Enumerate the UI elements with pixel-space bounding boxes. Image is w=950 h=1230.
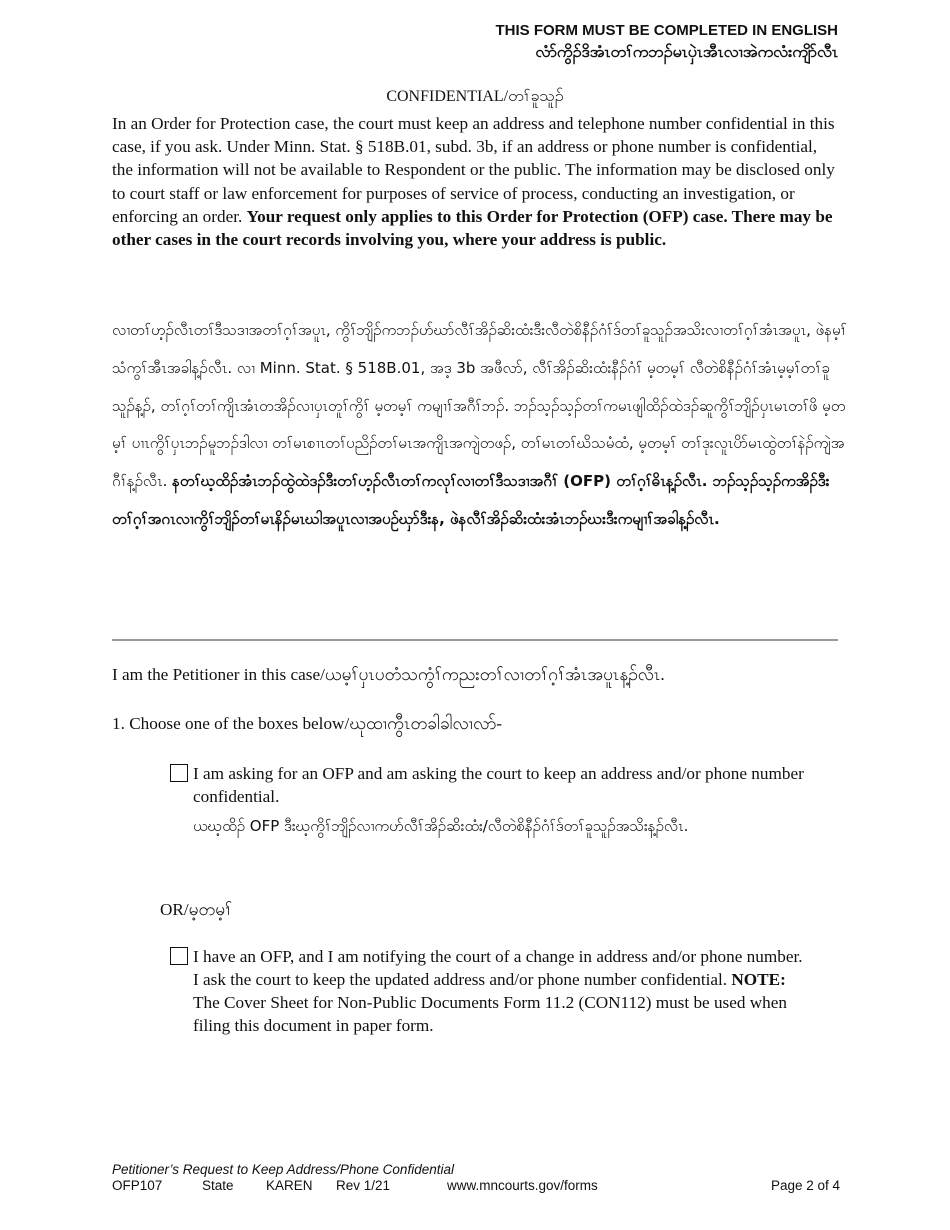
footer-title: Petitioner’s Request to Keep Address/Phone Confidential	[112, 1162, 454, 1177]
option-2-note-text: The Cover Sheet for Non-Public Documents Form 11.2 (CON112) must be used when filing this document in paper form.	[193, 993, 787, 1035]
form-header	[495, 22, 838, 65]
confidential-label: CONFIDENTIAL/တၢ်ခူသူၣ်	[386, 88, 564, 105]
intro-bold-text: Your request only applies to this Order for Protection (OFP) case. There may be other cases in the court records involving you, where your address is public.	[112, 206, 833, 250]
question-1: 1. Choose one of the boxes below/ဃုထၢကွီၤတခါခါလၢလာ်-	[112, 714, 503, 733]
option-1	[170, 762, 810, 844]
option-1-karen-text: ယဃ့ထိၣ် OFP ဒီးဃ့ကွိၢ်ဘျိၣ်လၢကဟ်လီၢ်အိၣ်ဆိးထံး/လီတဲစိနီၣ်ဂံၢ်ဒ်တၢ်ခူသူၣ်အသိးန့ၣ်လီၤ.	[193, 817, 689, 835]
petitioner-statement: I am the Petitioner in this case/ယမ့ၢ်ပှၤပတံသကွံၢ်ကညးတၢ်လၢတၢ်ဂ့ၢ်အံၤအပူၤန့ၣ်လီၤ.	[112, 665, 665, 684]
section-divider	[112, 639, 838, 641]
footer-page-number: Page 2 of 4	[770, 1178, 840, 1193]
footer-revision: Rev 1/21	[336, 1178, 391, 1193]
karen-notice: လံာ်ကွိၣ်ဒိအံၤတၢ်ကဘၣ်မၤပှဲၤအီၤလၢအဲကလံးကျိာ်လီၤ	[535, 42, 838, 61]
footer-language: KAREN	[266, 1178, 313, 1193]
or-label: OR/မ့တမ့ၢ်	[160, 900, 233, 919]
option-2	[170, 945, 810, 1037]
english-notice: THIS FORM MUST BE COMPLETED IN ENGLISH	[495, 22, 838, 39]
karen-intro-text: လၢတၢ်ဟ့ၣ်လီၤတၢ်ဒီသဒၢအတၢ်ဂ့ၢ်အပူၤ, ကွိၢ်ဘျိၣ်ကဘၣ်ဟ်ဃာ်လီၢ်အိၣ်ဆိးထံးဒီးလီတဲစိနီၣ်ဂံၢ်ဒ်တၢ်ခူသူၣ်အသိးလၢတၢ်ဂ့ၢ်အံၤအပူၤ, ဖဲနမ့ၢ်သံကွၢ်အီၤအခါန့ၣ်လီၤ. လၢ Minn. Stat. § 518B.01, အဒ့ 3b အဖီလာ်, လီၢ်အိၣ်ဆိးထံးနီၣ်ဂံၢ် မ့တမ့ၢ် လီတဲစိနီၣ်ဂံၢ်အံၤမ့မ့ၢ်တၢ်ခူသူၣ်န့ၣ်, တၢ်ဂ့ၢ်တၢ်ကျိၤအံၤတအိၣ်လၢပှၤတူၢ်ကွိၢ် မ့တမ့ၢ် ကမျၢၢ်အဂီၢ်ဘၣ်. ဘၣ်သ့ၣ်သ့ၣ်တၢ်ကမၤဖျါထိၣ်ထဲဒၣ်ဆူကွိၢ်ဘျိၣ်ပှၤမၤတၢ်ဖိ မ့တမ့ၢ် ပၢၤကွိၢ်ပှၤဘၣ်မူဘၣ်ဒါလၢ တၢ်မၤစၢၤတၢ်ပညိၣ်တၢ်မၤအကျိၤအကျဲတဖၣ်, တၢ်မၤတၢ်ဃိသမံထံ, မ့တမ့ၢ် တၢ်ဒုးလူၤပိာ်မၤထွဲတၢ်နဲၣ်ကျဲအဂီၢ်န့ၣ်လီၤ.	[112, 321, 847, 491]
option-1-checkbox[interactable]	[170, 764, 188, 782]
karen-intro-bold-text: နတၢ်ဃ့ထိၣ်အံၤဘၣ်ထွဲထဲဒၣ်ဒီးတၢ်ဟ့ၣ်လီၤတၢ်ကလုၢ်လၢတၢ်ဒီသဒၢအဂီၢ် (OFP) တၢ်ဂ့ၢ်ဓိၤန့ၣ်လီၤ. ဘၣ်သ့ၣ်သ့ၣ်ကအိၣ်ဒီးတၢ်ဂ့ၢ်အဂၤလၢကွိၢ်ဘျိၣ်တၢ်မၤနိၣ်မၤဃါအပူၤလၢအပဉ်ဃှာ်ဒီးန, ဖဲနလီၢ်အိၣ်ဆိးထံးအံၤဘၣ်ဃးဒီးကမျၢၢ်အခါန့ၣ်လီၤ.	[112, 472, 830, 528]
option-2-checkbox[interactable]	[170, 947, 188, 965]
form-footer	[112, 1162, 840, 1196]
intro-paragraph	[112, 112, 840, 251]
option-2-note-label: NOTE:	[731, 970, 786, 989]
footer-website-link[interactable]: www.mncourts.gov/forms	[447, 1178, 598, 1193]
intro-text: In an Order for Protection case, the court must keep an address and telephone number confidential in this case, if you ask. Under Minn. Stat. § 518B.01, subd. 3b, if an address or phone number is confidential, the information will not be available to Respondent or the public. The information may be disclosed only to court staff or law enforcement for purposes of service of process, conducting an investigation, or enforcing an order.	[112, 114, 835, 226]
footer-form-id: OFP107	[112, 1178, 163, 1193]
karen-intro-paragraph	[112, 312, 847, 539]
option-2-english-text: I have an OFP, and I am notifying the court of a change in address and/or phone number. I ask the court to keep the updated address and/or phone number confidential.	[193, 947, 803, 989]
option-1-english-text: I am asking for an OFP and am asking the court to keep an address and/or phone number confidential.	[193, 764, 804, 806]
footer-jurisdiction: State	[202, 1178, 234, 1193]
